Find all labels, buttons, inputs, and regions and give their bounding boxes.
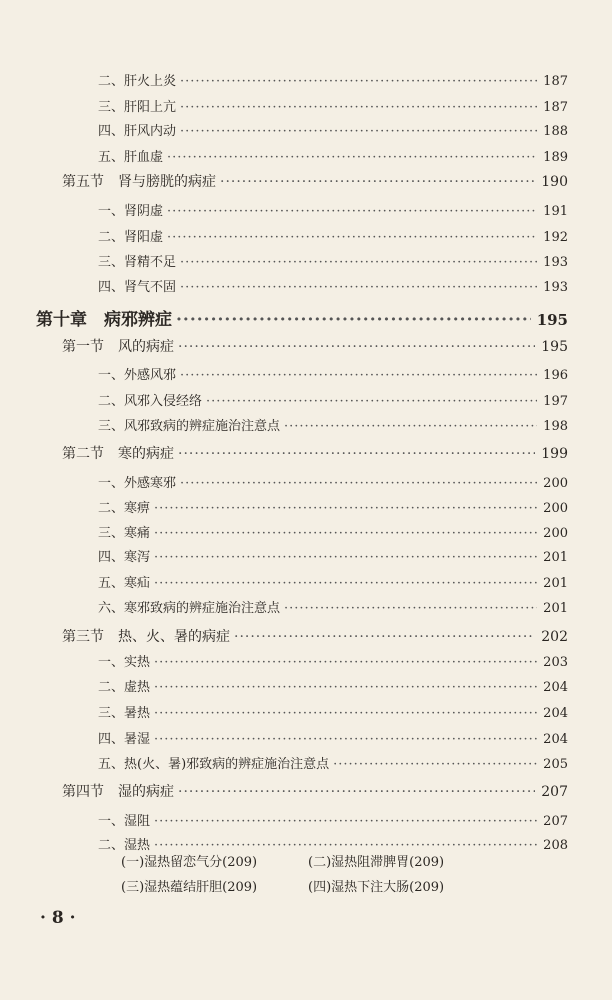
toc-page-number: 202 (541, 629, 568, 645)
toc-title: 二、风邪入侵经络 (98, 394, 203, 409)
dot-leader (154, 706, 537, 721)
toc-title: 二、肾阳虚 (98, 230, 164, 245)
toc-page-number: 197 (543, 394, 568, 409)
toc-page-number: 189 (543, 150, 568, 165)
toc-page-number: 195 (536, 311, 568, 329)
toc-title: 三、肝阳上亢 (98, 100, 177, 115)
toc-title: 一、外感风邪 (98, 368, 177, 383)
toc-item (98, 702, 568, 721)
toc-item (98, 810, 568, 829)
dot-leader (180, 255, 537, 270)
dot-leader (220, 174, 535, 190)
dot-leader (154, 550, 537, 565)
toc-title: 第二节 寒的病症 (62, 446, 174, 462)
toc-title: 四、寒泻 (98, 550, 151, 565)
toc-title: 四、肾气不固 (98, 280, 177, 295)
toc-section (62, 781, 568, 801)
toc-title: 第五节 肾与膀胱的病症 (62, 174, 216, 190)
dot-leader (180, 74, 537, 89)
dot-leader (154, 732, 537, 747)
toc-title: 二、寒痹 (98, 501, 151, 516)
toc-item (98, 546, 568, 565)
dot-leader (333, 757, 537, 772)
toc-title: 一、外感寒邪 (98, 476, 177, 491)
dot-leader (167, 150, 537, 165)
toc-item (98, 251, 568, 270)
dot-leader (154, 501, 537, 516)
toc-page-number: 192 (543, 230, 568, 245)
toc-page-number: 199 (541, 446, 568, 462)
toc-item (98, 120, 568, 139)
toc-title: 第三节 热、火、暑的病症 (62, 629, 230, 645)
toc-title: 三、寒痛 (98, 526, 151, 541)
toc-title: 六、寒邪致病的辨症施治注意点 (98, 601, 281, 616)
toc-title: 四、肝风内动 (98, 124, 177, 139)
toc-item (98, 676, 568, 695)
toc-page-number: 201 (543, 576, 568, 591)
toc-title: 第四节 湿的病症 (62, 784, 174, 800)
dot-leader (154, 814, 537, 829)
toc-page-number: 203 (543, 655, 568, 670)
toc-item (98, 497, 568, 516)
toc-item (98, 390, 568, 409)
toc-page-number: 200 (543, 476, 568, 491)
toc-title: 二、虚热 (98, 680, 151, 695)
toc-page-number: 207 (543, 814, 568, 829)
toc-page-number: 200 (543, 526, 568, 541)
toc-page-number: 187 (543, 100, 568, 115)
subentry: (三)湿热蕴结肝胆(209) (121, 880, 258, 895)
dot-leader (178, 784, 535, 800)
toc-title: 一、湿阻 (98, 814, 151, 829)
toc-item (98, 200, 568, 219)
toc-title: 第一节 风的病症 (62, 339, 174, 355)
subentry-row (121, 851, 444, 870)
dot-leader (154, 680, 537, 695)
toc-section (62, 171, 568, 191)
dot-leader (167, 230, 537, 245)
toc-title: 三、风邪致病的辨症施治注意点 (98, 419, 281, 434)
toc-page-number: 204 (543, 706, 568, 721)
toc-page-number: 195 (541, 339, 568, 355)
dot-leader (167, 204, 537, 219)
toc-item (98, 70, 568, 89)
dot-leader (284, 601, 537, 616)
toc-page-number: 196 (543, 368, 568, 383)
toc-item (98, 146, 568, 165)
toc-title: 二、湿热 (98, 838, 151, 853)
dot-leader (284, 419, 537, 434)
dot-leader (178, 339, 535, 355)
toc-page-number: 187 (543, 74, 568, 89)
toc-page-number: 201 (543, 601, 568, 616)
toc-page-number: 193 (543, 255, 568, 270)
toc-item (98, 364, 568, 383)
subentry: (四)湿热下注大肠(209) (308, 880, 445, 895)
toc-section (62, 336, 568, 356)
toc-title: 五、寒疝 (98, 576, 151, 591)
toc-title: 三、肾精不足 (98, 255, 177, 270)
toc-page-number: 204 (543, 732, 568, 747)
subentry: (一)湿热留恋气分(209) (121, 855, 258, 870)
toc-title: 第十章 病邪辨症 (36, 310, 172, 330)
toc-item (98, 651, 568, 670)
toc-page-number: 191 (543, 204, 568, 219)
toc-title: 四、暑湿 (98, 732, 151, 747)
dot-leader (154, 576, 537, 591)
toc-item (98, 597, 568, 616)
toc-item (98, 276, 568, 295)
toc-chapter (36, 305, 568, 330)
toc-item (98, 96, 568, 115)
dot-leader (180, 476, 537, 491)
toc-page-number: 208 (543, 838, 568, 853)
toc-item (98, 472, 568, 491)
dot-leader (154, 526, 537, 541)
dot-leader (180, 124, 537, 139)
toc-title: 二、肝火上炎 (98, 74, 177, 89)
toc-page-number: 200 (543, 501, 568, 516)
toc-title: 三、暑热 (98, 706, 151, 721)
toc-item (98, 415, 568, 434)
toc-page-number: 205 (543, 757, 568, 772)
toc-title: 一、肾阴虚 (98, 204, 164, 219)
toc-page-number: 204 (543, 680, 568, 695)
toc-page-number: 207 (541, 784, 568, 800)
toc-title: 五、肝血虚 (98, 150, 164, 165)
page-number: · 8 · (40, 908, 76, 928)
dot-leader (180, 100, 537, 115)
toc-title: 一、实热 (98, 655, 151, 670)
toc-section (62, 443, 568, 463)
toc-item (98, 572, 568, 591)
subentry-row (121, 876, 444, 895)
toc-page-number: 190 (541, 174, 568, 190)
toc-page-number: 193 (543, 280, 568, 295)
dot-leader (176, 310, 531, 330)
subentry: (二)湿热阻滞脾胃(209) (308, 855, 445, 870)
toc-item (98, 522, 568, 541)
dot-leader (206, 394, 537, 409)
dot-leader (180, 368, 537, 383)
dot-leader (154, 655, 537, 670)
toc-page-number: 188 (543, 124, 568, 139)
dot-leader (178, 446, 535, 462)
toc-page-number: 198 (543, 419, 568, 434)
toc-item (98, 226, 568, 245)
toc-item (98, 728, 568, 747)
toc-section (62, 626, 568, 646)
toc-title: 五、热(火、暑)邪致病的辨症施治注意点 (98, 757, 330, 772)
dot-leader (180, 280, 537, 295)
toc-page-number: 201 (543, 550, 568, 565)
dot-leader (234, 629, 535, 645)
toc-item (98, 753, 568, 772)
